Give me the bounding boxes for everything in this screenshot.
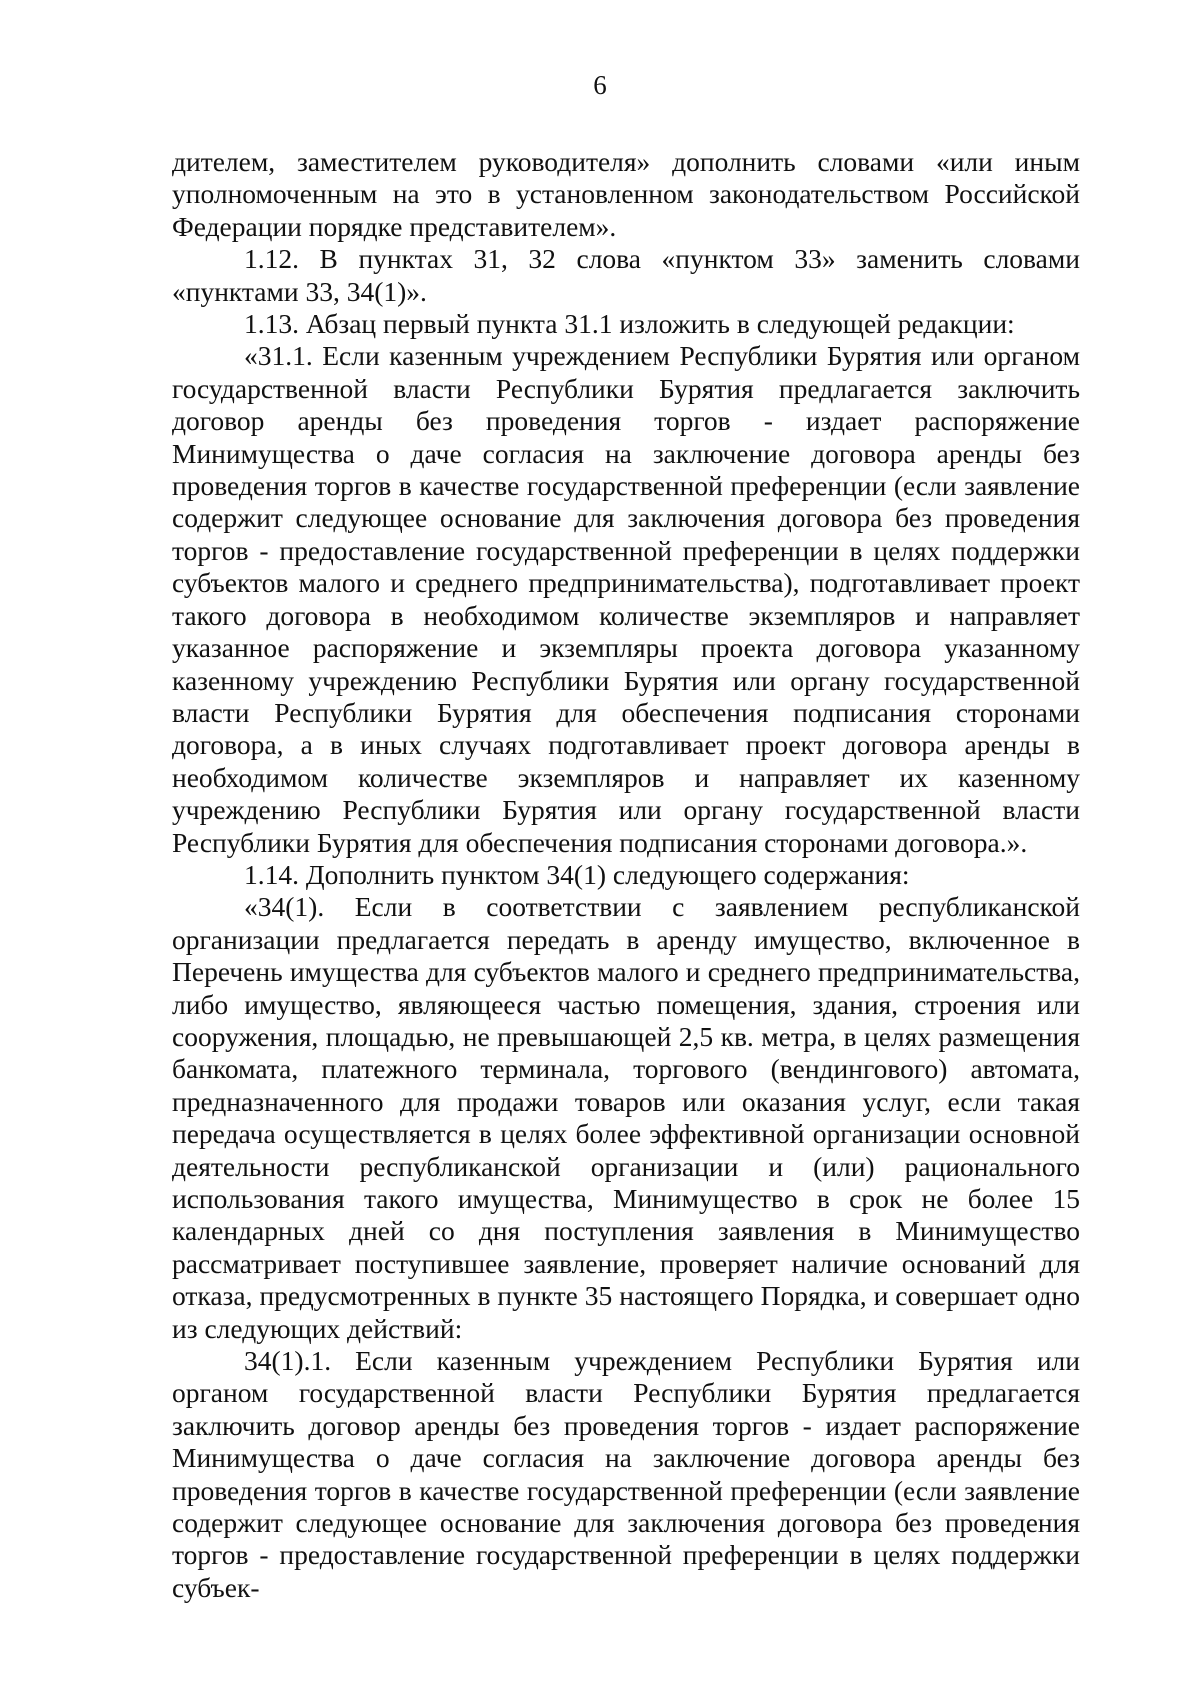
page-number: 6 <box>593 70 607 100</box>
paragraph-1-14: 1.14. Дополнить пунктом 34(1) следующего содержания: <box>244 858 910 890</box>
paragraph-1-12: 1.12. В пунктах 31, 32 слова «пунктом 33» заменить словами «пунктами 33, 34(1)». <box>172 243 1080 307</box>
paragraph-continuation: дителем, заместителем руководителя» дополнить словами «или иным уполномоченным на это в установленном законодательством Российской Федерации порядке представителем». <box>172 146 1080 242</box>
paragraph-34-1: «34(1). Если в соответствии с заявлением республиканской организации предлагается передать в аренду имущество, включенное в Перечень имущества для субъектов малого и среднего предпринимательства, либо имущество, являющееся частью помещения, здания, строения или сооружения, площадью, не превышающей 2,5 кв. метра, в целях размещения банкомата, платежного терминала, торгового (вендингового) автомата, предназначенного для продажи товаров или оказания услуг, если такая передача осуществляется в целях более эффективной организации основной деятельности республиканской организации и (или) рационального использования такого имущества, Минимущество в срок не более 15 календарных дней со дня поступления заявления в Минимущество рассматривает поступившее заявление, проверяет наличие оснований для отказа, предусмотренных в пункте 35 настоящего Порядка, и совершает одно из следующих действий: <box>172 891 1080 1344</box>
document-text <box>172 146 1080 1604</box>
paragraph-1-13: 1.13. Абзац первый пункта 31.1 изложить в следующей редакции: <box>244 308 1015 340</box>
paragraph-31-1: «31.1. Если казенным учреждением Республики Бурятия или органом государственной власти Республики Бурятия предлагается заключить договор аренды без проведения торгов - издает распоряжение Минимущества о даче согласия на заключение договора аренды без проведения торгов в качестве государственной преференции (если заявление содержит следующее основание для заключения договора без проведения торгов - предоставление государственной преференции в целях поддержки субъектов малого и среднего предпринимательства), подготавливает проект такого договора в необходимом количестве экземпляров и направляет указанное распоряжение и экземпляры проекта договора указанному казенному учреждению Республики Бурятия или органу государственной власти Республики Бурятия для обеспечения подписания сторонами договора, а в иных случаях подготавливает проект договора аренды в необходимом количестве экземпляров и направляет их казенному учреждению Республики Бурятия или органу государственной власти Республики Бурятия для обеспечения подписания сторонами договора.». <box>172 340 1080 858</box>
paragraph-34-1-1: 34(1).1. Если казенным учреждением Республики Бурятия или органом государственной власти Республики Бурятия предлагается заключить договор аренды без проведения торгов - издает распоряжение Минимущества о даче согласия на заключение договора аренды без проведения торгов в качестве государственной преференции (если заявление содержит следующее основание для заключения договора без проведения торгов - предоставление государственной преференции в целях поддержки субъек- <box>172 1345 1080 1603</box>
